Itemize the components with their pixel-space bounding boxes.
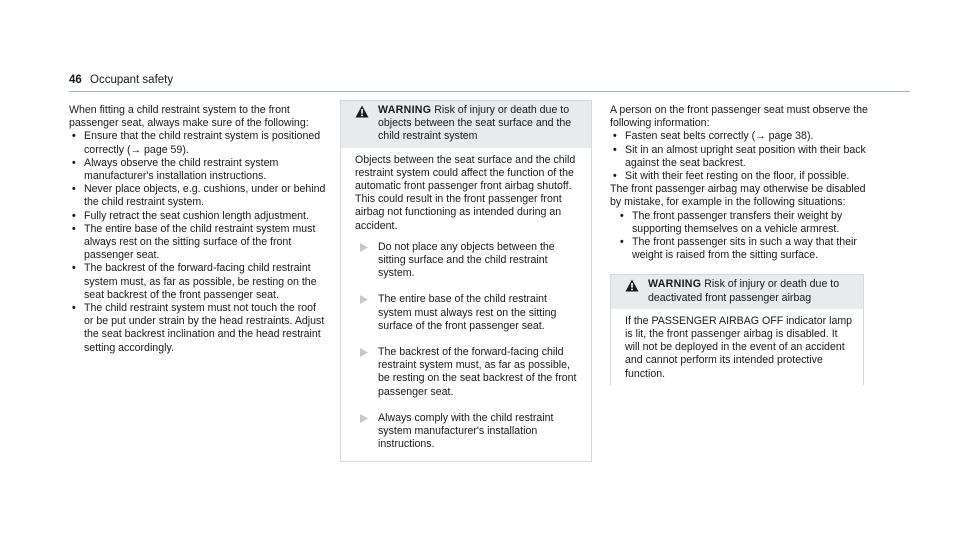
list-item — [69, 183, 327, 209]
action-text: The entire base of the child restraint system must always rest on the sitting surface of the front passenger seat. — [378, 293, 557, 332]
bullet-icon: • — [72, 262, 76, 275]
action-text: The backrest of the forward-facing child restraint system must, as far as possible, be resting on the seat backrest of the front passenger seat. — [378, 346, 577, 398]
bullet-icon: • — [620, 209, 624, 222]
bullet-icon: • — [72, 130, 76, 143]
bullet-icon: • — [620, 236, 624, 249]
warning-box — [610, 274, 864, 384]
right-paragraph: The front passenger airbag may otherwise be disabled by mistake, for example in the following situations: — [610, 183, 866, 209]
warning-icon — [355, 105, 369, 118]
action-item — [355, 293, 583, 333]
section-title: Occupant safety — [90, 74, 174, 86]
action-list — [355, 241, 583, 452]
action-text: Always comply with the child restraint system manufacturer's installation instructions. — [378, 411, 554, 451]
list-item-text: The front passenger sits in such a way that their weight is raised from the sitting surface. — [632, 236, 857, 262]
bullet-icon: • — [613, 143, 617, 156]
action-item — [355, 412, 583, 452]
middle-column — [340, 100, 592, 462]
list-item-text: The backrest of the forward-facing child restraint system must, as far as possible, be resting on the seat backrest of the front passenger seat. — [84, 262, 317, 301]
action-text: Do not place any objects between the sitting surface and the child restraint system. — [378, 240, 555, 280]
bullet-icon: • — [72, 156, 76, 169]
arrow-right-icon — [360, 295, 368, 304]
bullet-icon: • — [613, 170, 617, 183]
warning-keyword: WARNING — [378, 104, 432, 116]
list-item — [610, 210, 868, 236]
warning-body — [611, 309, 863, 385]
list-item — [610, 130, 868, 143]
list-item-text: Always observe the child restraint system manufacturer's installation instructions. — [84, 156, 279, 183]
list-item-text: The front passenger transfers their weight by supporting themselves on a vehicle armrest. — [632, 209, 843, 235]
list-item-text: The child restraint system must not touch the roof or be put under strain by the head restraints. Adjust the seat backrest inclination and the head restraint setting accordingly. — [84, 302, 325, 354]
left-intro: When fitting a child restraint system to the front passenger seat, always make sure of the following: — [69, 104, 309, 130]
arrow-right-icon — [360, 414, 368, 423]
right-bullet-list-2 — [610, 210, 868, 263]
page-number: 46 — [69, 74, 82, 86]
warning-paragraph: Objects between the seat surface and the child restraint system could affect the function of the automatic front passenger front airbag shutoff. — [355, 153, 576, 193]
list-item-text: Fully retract the seat cushion length adjustment. — [84, 209, 309, 222]
warning-header — [341, 101, 591, 148]
warning-title: Risk of injury or death due to objects between the seat surface and the child restraint system — [378, 104, 572, 143]
bullet-icon: • — [72, 209, 76, 222]
warning-body — [341, 148, 591, 462]
action-item — [355, 241, 583, 281]
bullet-icon: • — [72, 183, 76, 196]
warning-heading — [355, 104, 583, 144]
right-bullet-list — [610, 130, 868, 183]
list-item — [69, 302, 327, 355]
right-intro: A person on the front passenger seat must observe the following information: — [610, 104, 868, 130]
warning-heading — [625, 278, 855, 304]
bullet-icon: • — [72, 302, 76, 315]
left-bullet-list — [69, 130, 327, 354]
warning-keyword: WARNING — [648, 278, 702, 291]
list-item — [69, 262, 327, 302]
list-item — [69, 210, 327, 223]
list-item-text: Sit in an almost upright seat position with their back against the seat backrest. — [625, 143, 866, 169]
arrow-right-icon — [360, 243, 368, 252]
list-item-text: Fasten seat belts correctly (→ page 38). — [625, 130, 814, 143]
list-item — [610, 170, 868, 183]
left-column — [69, 104, 327, 355]
list-item-text: Ensure that the child restraint system is positioned correctly (→ page 59). — [84, 130, 321, 156]
bullet-icon: • — [613, 130, 617, 143]
list-item-text: Sit with their feet resting on the floor, if possible. — [625, 170, 850, 183]
header-rule — [69, 91, 910, 92]
list-item — [610, 144, 868, 170]
warning-box — [340, 100, 592, 462]
list-item-text: Never place objects, e.g. cushions, under or behind the child restraint system. — [84, 183, 326, 209]
warning-title: Risk of injury or death due to deactivated front passenger airbag — [648, 278, 840, 304]
action-item — [355, 346, 583, 399]
warning-paragraph: If the PASSENGER AIRBAG OFF indicator lamp is lit, the front passenger airbag is disabled. It will not be deployed in the event of an accident and cannot perform its intended protective function. — [625, 314, 853, 380]
list-item-text: The entire base of the child restraint system must always rest on the sitting surface of the front passenger seat. — [84, 222, 316, 262]
arrow-right-icon — [360, 348, 368, 357]
bullet-icon: • — [72, 222, 76, 235]
list-item — [69, 223, 327, 263]
right-column — [610, 104, 868, 385]
list-item — [69, 130, 327, 156]
list-item — [610, 236, 868, 262]
warning-header — [611, 275, 863, 308]
list-item — [69, 157, 327, 183]
warning-paragraph: This could result in the front passenger front airbag not functioning as intended during an accident. — [355, 193, 562, 232]
warning-icon — [625, 279, 639, 292]
